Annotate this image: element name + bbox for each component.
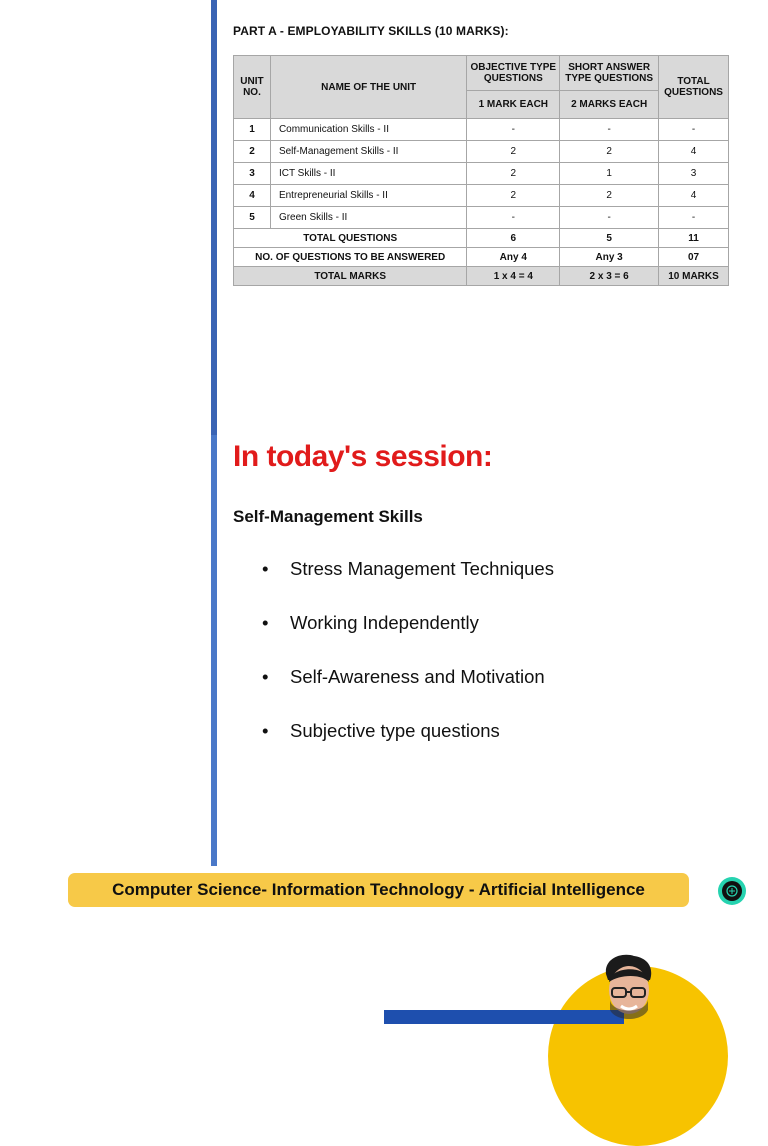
header-short-marks: 2 MARKS EACH (560, 91, 659, 119)
unit-name: ICT Skills - II (270, 163, 466, 185)
total-marks-label: TOTAL MARKS (234, 267, 467, 286)
list-item (262, 612, 554, 666)
total-objective: 6 (467, 229, 560, 248)
presenter-avatar (592, 952, 666, 1024)
header-short-answer: SHORT ANSWER TYPE QUESTIONS (560, 56, 659, 91)
unit-name: Green Skills - II (270, 207, 466, 229)
list-item (262, 558, 554, 612)
session-title: In today's session: (233, 440, 493, 473)
topic-text: Self-Awareness and Motivation (290, 666, 545, 687)
presenter-band (384, 1010, 624, 1024)
short-count: - (560, 119, 659, 141)
total-marks-row (234, 267, 729, 286)
total-count: 3 (659, 163, 729, 185)
total-marks-short: 2 x 3 = 6 (560, 267, 659, 286)
bullet-icon: • (262, 558, 269, 579)
list-item (262, 666, 554, 720)
page-side-bar-top (211, 0, 217, 435)
table-row (234, 163, 729, 185)
unit-no: 5 (234, 207, 271, 229)
table-row (234, 119, 729, 141)
topic-list (262, 558, 554, 774)
table-row (234, 185, 729, 207)
short-count: 2 (560, 185, 659, 207)
section-heading: Self-Management Skills (233, 507, 423, 526)
list-item (262, 720, 554, 774)
unit-name: Self-Management Skills - II (270, 141, 466, 163)
brain-glyph-icon (725, 884, 739, 898)
to-answer-row (234, 248, 729, 267)
header-unit-no: UNIT NO. (234, 56, 271, 119)
to-answer-objective: Any 4 (467, 248, 560, 267)
bullet-icon: • (262, 612, 269, 633)
objective-count: 2 (467, 185, 560, 207)
unit-no: 4 (234, 185, 271, 207)
header-objective: OBJECTIVE TYPE QUESTIONS (467, 56, 560, 91)
to-answer-total: 07 (659, 248, 729, 267)
unit-name: Entrepreneurial Skills - II (270, 185, 466, 207)
unit-no: 2 (234, 141, 271, 163)
bullet-icon: • (262, 720, 269, 741)
footer-banner-text: Computer Science- Information Technology - Artificial Intelligence (112, 880, 645, 899)
total-questions-row (234, 229, 729, 248)
logo-inner (722, 881, 742, 901)
total-count: - (659, 207, 729, 229)
marks-table (233, 55, 729, 286)
header-objective-marks: 1 MARK EACH (467, 91, 560, 119)
unit-no: 3 (234, 163, 271, 185)
objective-count: - (467, 119, 560, 141)
objective-count: 2 (467, 141, 560, 163)
topic-text: Stress Management Techniques (290, 558, 554, 579)
total-count: 4 (659, 141, 729, 163)
short-count: - (560, 207, 659, 229)
table-row (234, 141, 729, 163)
unit-name: Communication Skills - II (270, 119, 466, 141)
brain-logo-icon (718, 877, 746, 905)
header-total-questions: TOTAL QUESTIONS (659, 56, 729, 119)
header-unit-name: NAME OF THE UNIT (270, 56, 466, 119)
footer-banner (68, 873, 689, 907)
to-answer-label: NO. OF QUESTIONS TO BE ANSWERED (234, 248, 467, 267)
total-count: 4 (659, 185, 729, 207)
unit-no: 1 (234, 119, 271, 141)
table-row (234, 207, 729, 229)
part-title: PART A - EMPLOYABILITY SKILLS (10 MARKS): (233, 24, 509, 38)
total-all: 11 (659, 229, 729, 248)
total-short: 5 (560, 229, 659, 248)
total-count: - (659, 119, 729, 141)
objective-count: 2 (467, 163, 560, 185)
short-count: 1 (560, 163, 659, 185)
total-marks-all: 10 MARKS (659, 267, 729, 286)
short-count: 2 (560, 141, 659, 163)
total-questions-label: TOTAL QUESTIONS (234, 229, 467, 248)
objective-count: - (467, 207, 560, 229)
bullet-icon: • (262, 666, 269, 687)
total-marks-objective: 1 x 4 = 4 (467, 267, 560, 286)
to-answer-short: Any 3 (560, 248, 659, 267)
topic-text: Working Independently (290, 612, 479, 633)
topic-text: Subjective type questions (290, 720, 500, 741)
